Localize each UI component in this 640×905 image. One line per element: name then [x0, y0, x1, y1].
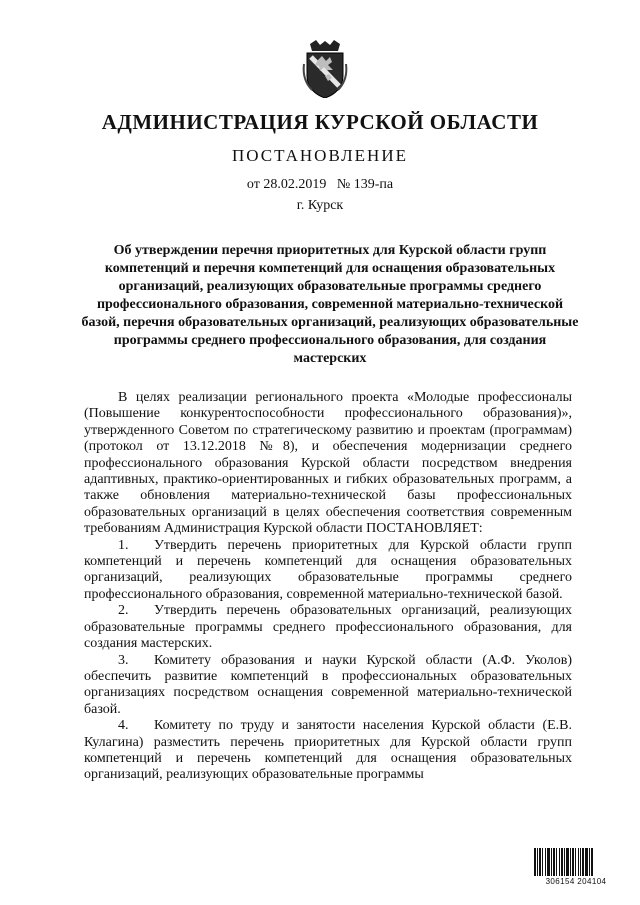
list-item-number: 3.: [118, 652, 129, 668]
list-item: [84, 718, 572, 784]
organization-name: АДМИНИСТРАЦИЯ КУРСКОЙ ОБЛАСТИ: [101, 110, 539, 134]
document-city: г. Курск: [296, 198, 344, 213]
list-item: [84, 538, 572, 604]
list-item: [84, 603, 572, 652]
list-item: [84, 653, 572, 719]
barcode: [534, 848, 618, 890]
barcode-number: 306154 204104: [545, 877, 607, 886]
document-title: Об утверждении перечня приоритетных для Курской области групп компетенций и перечня компетенций для оснащения образовательных организаций, реализующих образовательные программы среднего профессионального образования, современной материально-технической базой, перечня образовательных организаций, реализующих образовательные программы среднего профессионального образования, для создания мастерских: [81, 243, 579, 366]
kursk-coat-of-arms-icon: [302, 40, 348, 98]
list-item-number: 2.: [118, 603, 129, 619]
document-date-number: от 28.02.2019 № 139-па: [246, 177, 394, 192]
list-item-text: Утвердить перечень приоритетных для Курской области групп компетенций и перечень компетенций для оснащения образовательных организаций, реализующих образовательные программы среднего профессионального образования, современной материально-технической базой.: [84, 537, 572, 602]
list-item-text: Утвердить перечень образовательных организаций, реализующих образовательные программы среднего профессионального образования, для создания мастерских.: [84, 603, 572, 652]
list-item-number: 4.: [118, 718, 129, 734]
list-item-text: Комитету образования и науки Курской области (А.Ф. Уколов) обеспечить развитие компетенций в профессиональных образовательных организациях посредством оснащения современной материально-технической базой.: [84, 652, 572, 717]
preamble-paragraph: В целях реализации регионального проекта «Молодые профессионалы (Повышение конкурентоспособности профессионального образования)», утвержденного Советом по стратегическому развитию и проектам (программам) (протокол от 13.12.2018 №8), и обеспечения модернизации среднего профессионального образования Курской области посредством внедрения адаптивных, практико-ориентированных и гибких образовательных программ, а также обновления материально-технической базы профессиональных образовательных организаций в целях обеспечения соответствия современным требованиям Администрация Курской области ПОСТАНОВЛЯЕТ:: [84, 390, 572, 537]
barcode-bars: [534, 848, 618, 876]
document-type: ПОСТАНОВЛЕНИЕ: [231, 146, 408, 165]
list-item-number: 1.: [118, 537, 129, 553]
document-body: [84, 390, 572, 784]
list-item-text: Комитету по труду и занятости населения Курской области (Е.В. Кулагина) разместить перечень приоритетных для Курской области групп компетенций и перечень компетенций для оснащения образовательных организаций, реализующих образовательные программы: [84, 718, 572, 783]
